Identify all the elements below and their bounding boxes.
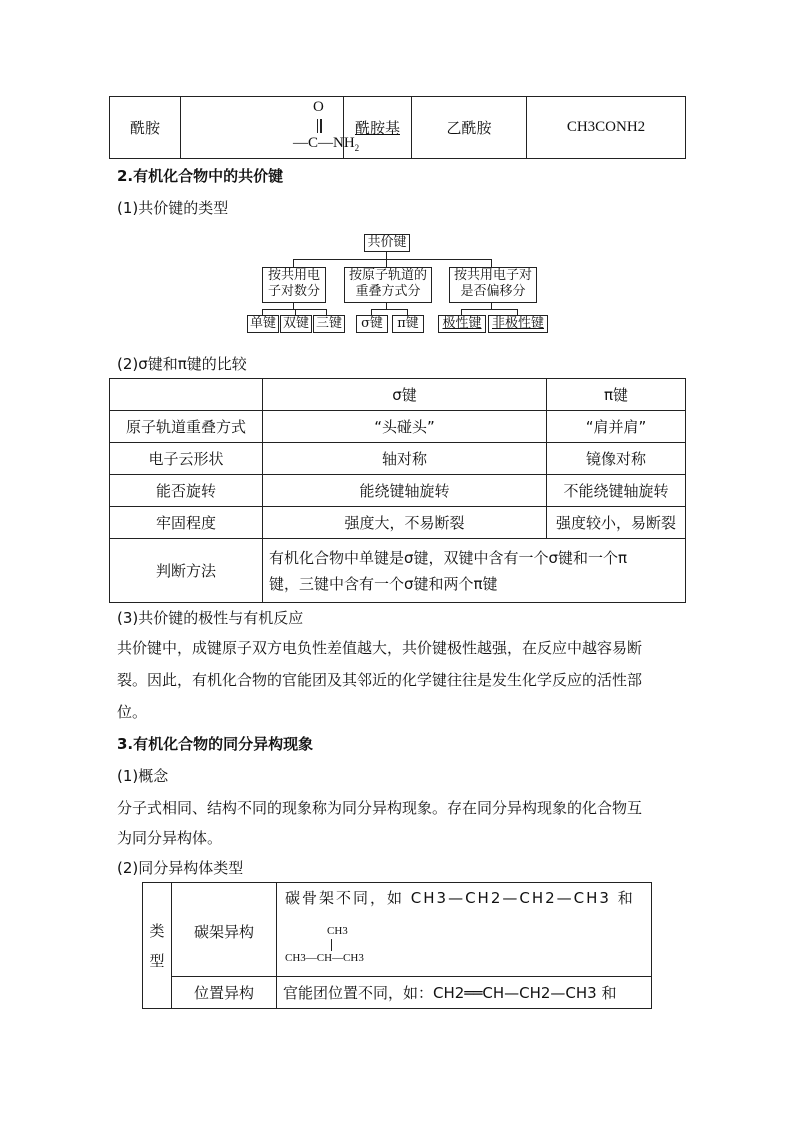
connector bbox=[491, 259, 492, 267]
table-row bbox=[110, 443, 686, 475]
table-row bbox=[110, 539, 686, 603]
table-row bbox=[110, 507, 686, 539]
double-bond-box: 双键 bbox=[280, 315, 312, 333]
position-isomer: 位置异构 bbox=[172, 977, 277, 1009]
row-key: 能否旋转 bbox=[110, 475, 263, 507]
connector bbox=[293, 259, 491, 260]
group-name-cell bbox=[110, 97, 181, 159]
row-pi: “肩并肩” bbox=[547, 411, 686, 443]
nonpolar-bond-box: 非极性键 bbox=[488, 315, 548, 333]
paragraph-polarity-3: 位。 bbox=[117, 703, 148, 721]
diagram-by-overlap: 按原子轨道的重叠方式分 bbox=[344, 267, 432, 303]
row-key: 牢固程度 bbox=[110, 507, 263, 539]
judge-line-1: 有机化合物中单键是σ键，双键中含有一个σ键和一个π bbox=[269, 548, 628, 567]
group-name: 酰胺 bbox=[129, 119, 160, 137]
branched-chain: CH3—CH—CH3 bbox=[285, 952, 364, 964]
row-key: 判断方法 bbox=[110, 539, 263, 603]
single-bond-box: 单键 bbox=[247, 315, 279, 333]
structure-formula: $—C—NH_2$ bbox=[293, 135, 360, 153]
type-label-cell bbox=[143, 883, 172, 1009]
sigma-bond-box: σ键 bbox=[356, 315, 388, 333]
isomer-type-table bbox=[142, 882, 652, 1009]
example-name: 乙酰胺 bbox=[446, 119, 492, 137]
connector bbox=[371, 309, 407, 310]
subheading-isomer-types: (2)同分异构体类型 bbox=[117, 859, 244, 877]
header-sigma: σ键 bbox=[263, 379, 547, 411]
group-term: 酰胺基 bbox=[354, 119, 400, 137]
diagram-by-shift: 按共用电子对是否偏移分 bbox=[449, 267, 537, 303]
example-formula: CH3CONH2 bbox=[566, 119, 646, 135]
paragraph-concept-2: 为同分异构体。 bbox=[117, 829, 223, 847]
row-key: 电子云形状 bbox=[110, 443, 263, 475]
double-bond-mark bbox=[317, 119, 319, 133]
row-pi: 强度较小，易断裂 bbox=[547, 507, 686, 539]
triple-bond-box: 三键 bbox=[313, 315, 345, 333]
header-pi: π键 bbox=[547, 379, 686, 411]
type-label: 类型 bbox=[149, 921, 165, 970]
connector bbox=[386, 259, 387, 267]
row-sigma: “头碰头” bbox=[263, 411, 547, 443]
row-sigma: 能绕键轴旋转 bbox=[263, 475, 547, 507]
branch-ch3: CH3 bbox=[327, 925, 348, 937]
oxygen-label: O bbox=[313, 99, 324, 115]
diagram-root: 共价键 bbox=[364, 234, 410, 252]
sigma-pi-comparison-table bbox=[109, 378, 686, 603]
functional-group-table bbox=[109, 96, 686, 159]
example-formula-cell bbox=[527, 97, 686, 159]
position-isomer-desc: 官能团位置不同，如：CH2══CH—CH2—CH3 和 bbox=[277, 977, 652, 1009]
subheading-bond-types: (1)共价键的类型 bbox=[117, 199, 229, 217]
carbon-skeleton-isomer: 碳架异构 bbox=[172, 883, 277, 977]
diagram-by-pairs: 按共用电子对数分 bbox=[262, 267, 326, 303]
row-pi: 镜像对称 bbox=[547, 443, 686, 475]
section-2-heading: 2.有机化合物中的共价键 bbox=[117, 167, 284, 185]
example-cell bbox=[412, 97, 527, 159]
pi-bond-box: π键 bbox=[392, 315, 424, 333]
header-empty-cell bbox=[110, 379, 263, 411]
judge-line-2: 键，三键中含有一个σ键和两个π键 bbox=[269, 574, 498, 593]
branch-bond bbox=[331, 939, 332, 951]
paragraph-concept-1: 分子式相同、结构不同的现象称为同分异构现象。存在同分异构现象的化合物互 bbox=[117, 799, 643, 817]
table-row bbox=[110, 475, 686, 507]
subheading-sigma-pi: (2)σ键和π键的比较 bbox=[117, 355, 247, 373]
table-row bbox=[110, 411, 686, 443]
paragraph-polarity-2: 裂。因此，有机化合物的官能团及其邻近的化学键往往是发生化学反应的活性部 bbox=[117, 671, 643, 689]
section-3-heading: 3.有机化合物的同分异构现象 bbox=[117, 735, 314, 753]
subheading-concept: (1)概念 bbox=[117, 767, 169, 785]
row-pi: 不能绕键轴旋转 bbox=[547, 475, 686, 507]
judge-method bbox=[263, 539, 686, 603]
row-key: 原子轨道重叠方式 bbox=[110, 411, 263, 443]
polar-bond-box: 极性键 bbox=[438, 315, 486, 333]
connector bbox=[262, 309, 326, 310]
row-sigma: 强度大，不易断裂 bbox=[263, 507, 547, 539]
carbon-skeleton-desc bbox=[277, 883, 652, 977]
structure-cell bbox=[181, 97, 360, 159]
connector bbox=[461, 309, 517, 310]
row-sigma: 轴对称 bbox=[263, 443, 547, 475]
paragraph-polarity-1: 共价键中，成键原子双方电负性差值越大，共价键极性越强，在反应中越容易断 bbox=[117, 639, 643, 657]
connector bbox=[293, 259, 294, 267]
subheading-polarity: (3)共价键的极性与有机反应 bbox=[117, 609, 304, 627]
carbon-skeleton-text: 碳骨架不同，如 CH3—CH2—CH2—CH3 和 bbox=[285, 889, 635, 907]
